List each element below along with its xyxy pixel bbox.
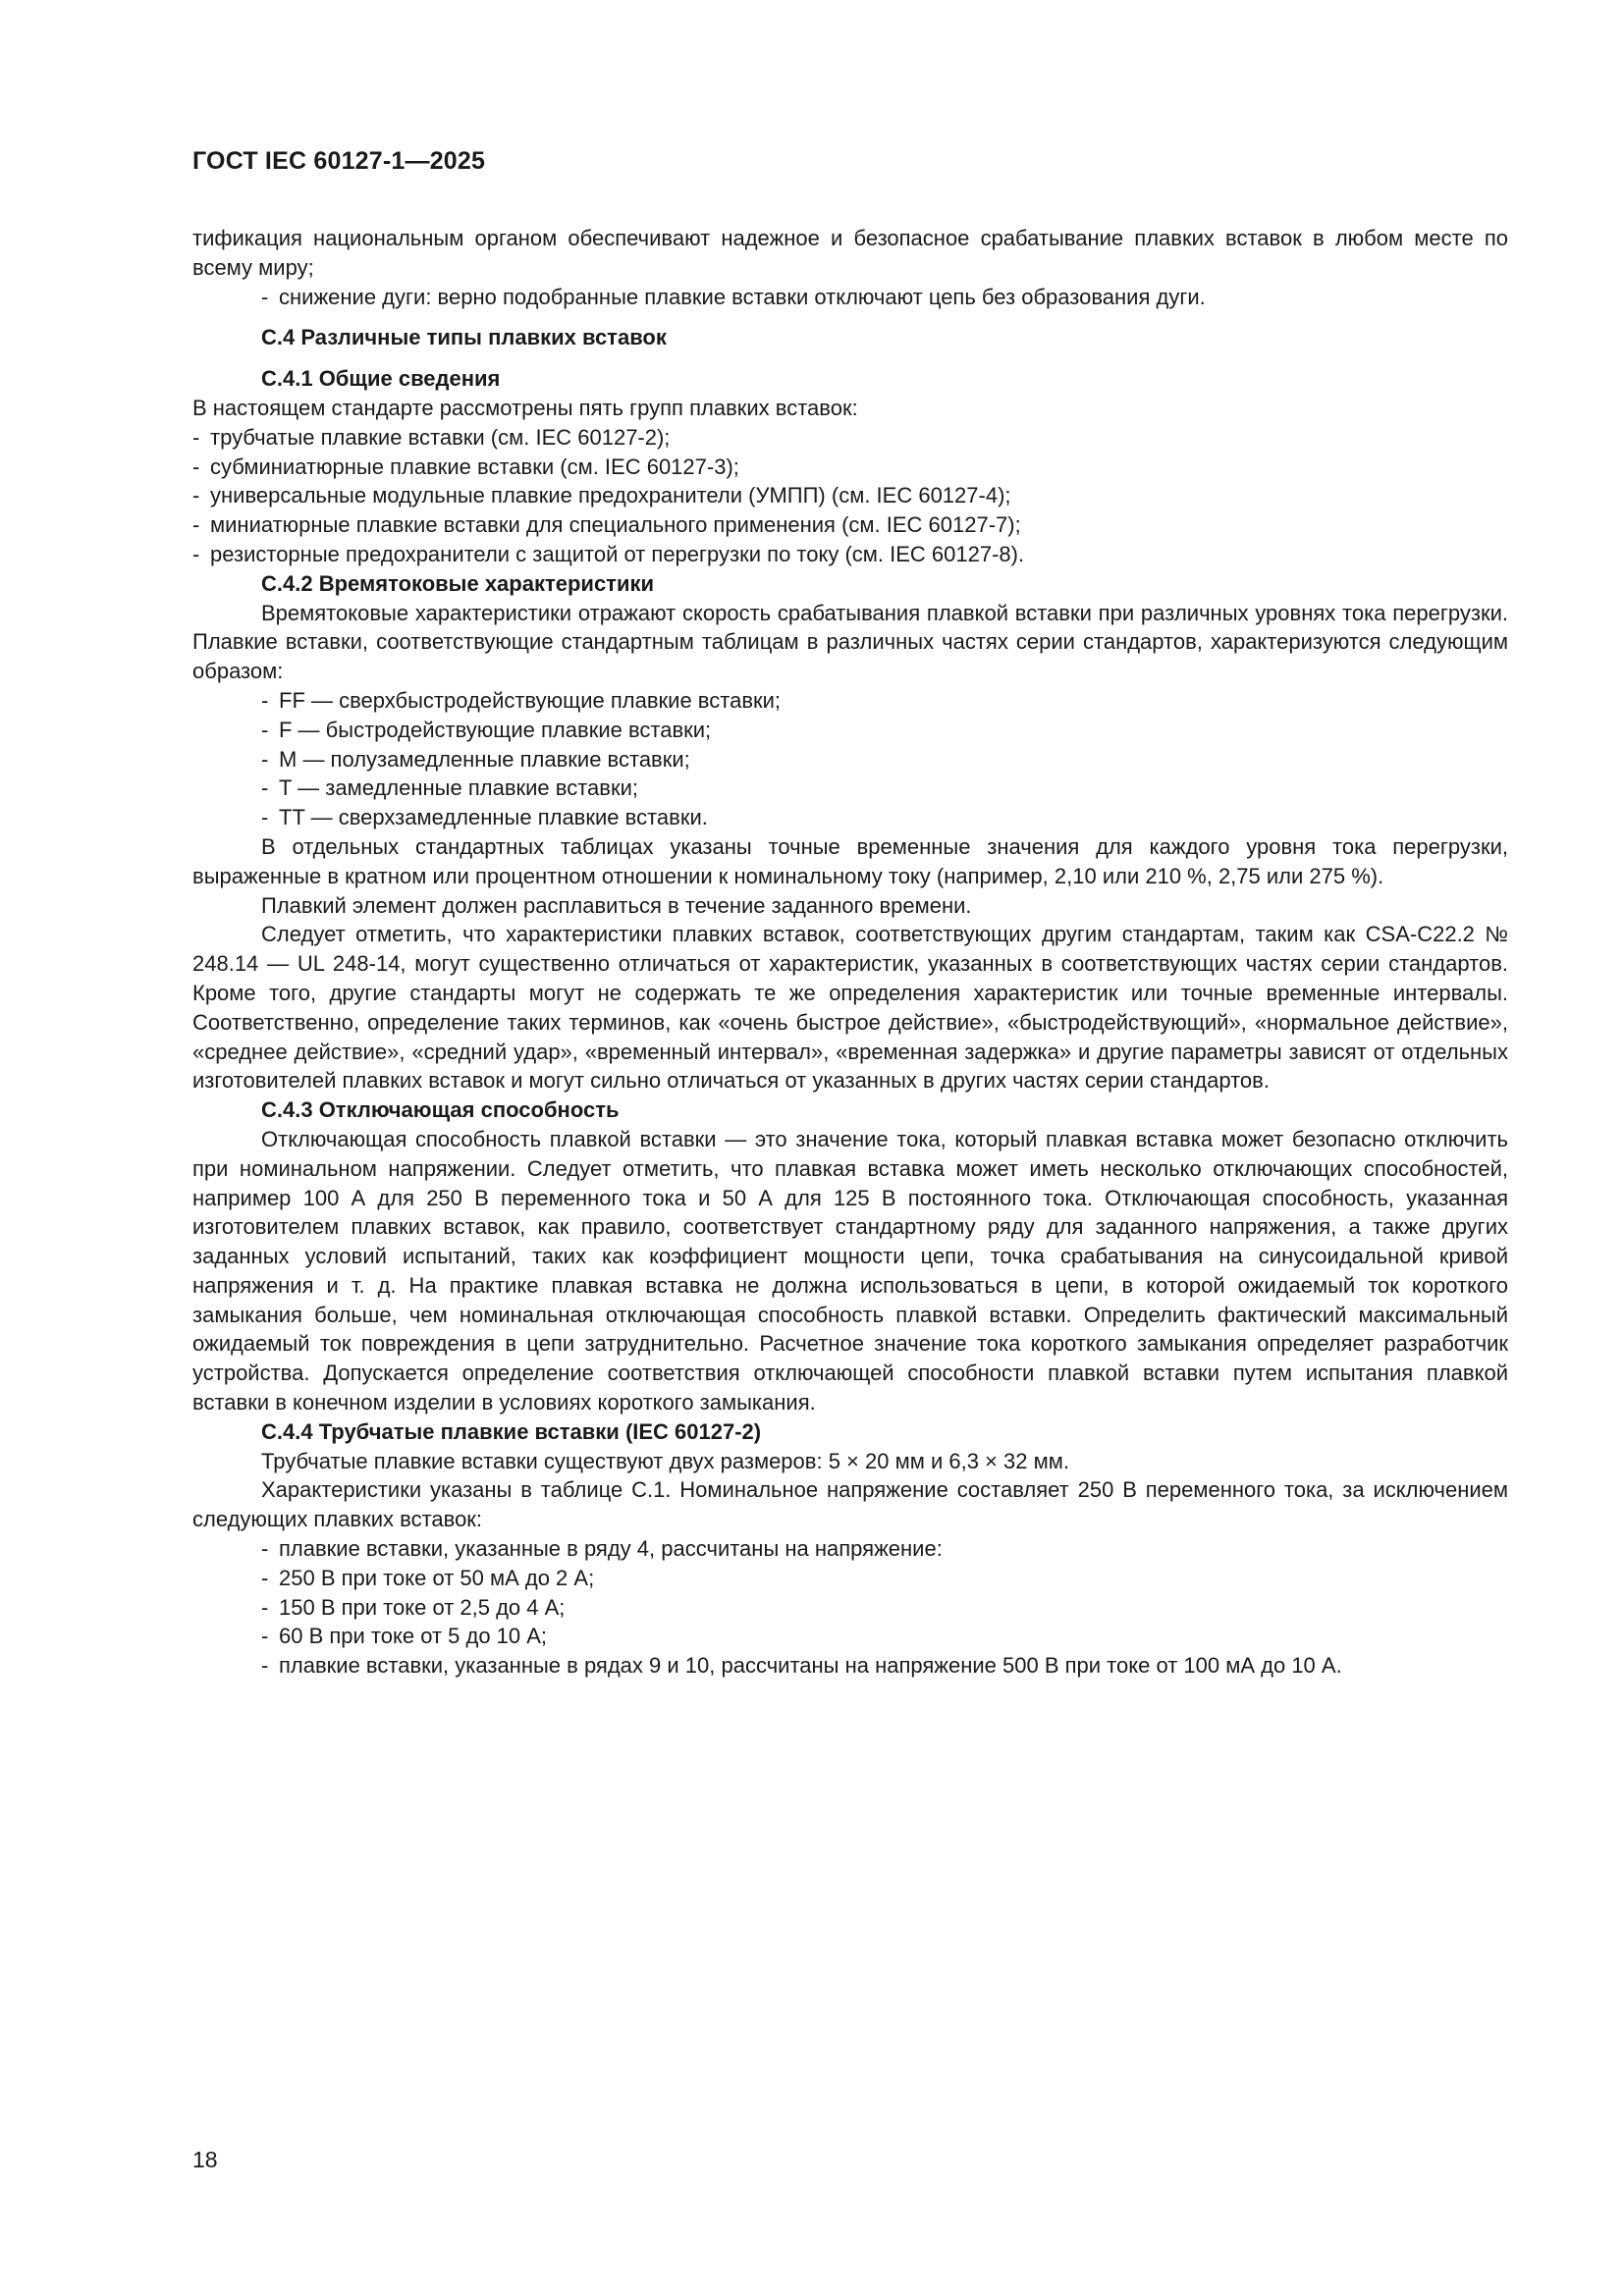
paragraph: Плавкий элемент должен расплавиться в течение заданного времени.: [261, 892, 972, 918]
list-item: - FF — сверхбыстродействующие плавкие вставки;: [192, 686, 1508, 716]
list-item: - плавкие вставки, указанные в рядах 9 и 10, рассчитаны на напряжение 500 В при токе от 100 мА до 10 А.: [192, 1651, 1508, 1681]
section-heading-c44: С.4.4 Трубчатые плавкие вставки (IEC 60127-2): [261, 1418, 762, 1444]
document-body: [192, 224, 1508, 1681]
list-characteristics: [192, 686, 1508, 832]
document-header: ГОСТ IEC 60127-1—2025: [192, 147, 486, 175]
list-item: - TT — сверхзамедленные плавкие вставки.: [192, 803, 1508, 832]
page-number: 18: [192, 2147, 218, 2172]
list-item: - плавкие вставки, указанные в ряду 4, рассчитаны на напряжение:: [192, 1534, 1508, 1564]
list-item: - T — замедленные плавкие вставки;: [192, 774, 1508, 803]
list-item: - трубчатые плавкие вставки (см. IEC 60127-2);: [192, 423, 1508, 453]
paragraph: Времятоковые характеристики отражают скорость срабатывания плавкой вставки при различных уровнях тока перегрузки. Плавкие вставки, соответствующие стандартным таблицам в различных частях серии стандартов, характеризуются следующим образом:: [192, 600, 1508, 684]
paragraph-continuation: тификация национальным органом обеспечивают надежное и безопасное срабатывание плавких вставок в любом месте по всему миру;: [192, 226, 1508, 280]
list-item: - M — полузамедленные плавкие вставки;: [192, 745, 1508, 774]
list-item: - миниатюрные плавкие вставки для специального применения (см. IEC 60127-7);: [192, 510, 1508, 540]
section-heading-c4: С.4 Различные типы плавких вставок: [261, 325, 667, 350]
list-item: - универсальные модульные плавкие предохранители (УМПП) (см. IEC 60127-4);: [192, 481, 1508, 510]
list-item: - 60 В при токе от 5 до 10 А;: [192, 1622, 1508, 1651]
paragraph: Отключающая способность плавкой вставки — это значение тока, который плавкая вставка может безопасно отключить при номинальном напряжении. Следует отметить, что плавкая вставка может иметь несколько отключающих способностей, например 100 А для 250 В переменного тока и 50 А для 125 В постоянного тока. Отключающая способность, указанная изготовителем плавких вставок, как правило, соответствует стандартному ряду для заданного напряжения, а также других заданных условий испытаний, таких как коэффициент мощности цепи, точка срабатывания на синусоидальной кривой напряжения и т. д. На практике плавкая вставка не должна использоваться в цепи, в которой ожидаемый ток короткого замыкания больше, чем номинальная отключающая способность плавкой вставки. Определить фактический максимальный ожидаемый ток повреждения в цепи затруднительно. Расчетное значение тока короткого замыкания определяет разработчик устройства. Допускается определение соответствия отключающей способности плавкой вставки путем испытания плавкой вставки в конечном изделии в условиях короткого замыкания.: [192, 1126, 1508, 1415]
list-item: - F — быстродействующие плавкие вставки;: [192, 716, 1508, 745]
paragraph: В настоящем стандарте рассмотрены пять групп плавких вставок:: [192, 395, 858, 420]
list-item: - 250 В при токе от 50 мА до 2 А;: [192, 1564, 1508, 1593]
list-fuse-groups: [192, 423, 1508, 569]
paragraph: Следует отметить, что характеристики плавких вставок, соответствующих другим стандартам, таким как CSA-C22.2 № 248.14 — UL 248-14, могут существенно отличаться от характеристик, указанных в соответствующих частях серии стандартов. Кроме того, другие стандарты могут не содержать те же определения характеристик или точные временные интервалы. Соответственно, определение таких терминов, как «очень быстрое действие», «быстродействующий», «нормальное действие», «среднее действие», «средний удар», «временный интервал», «временная задержка» и другие параметры зависят от отдельных изготовителей плавких вставок и могут сильно отличаться от указанных в других частях серии стандартов.: [192, 922, 1508, 1094]
section-heading-c41: С.4.1 Общие сведения: [261, 366, 501, 392]
section-heading-c42: С.4.2 Времятоковые характеристики: [261, 570, 655, 596]
list-item: - резисторные предохранители с защитой от перегрузки по току (см. IEC 60127-8).: [192, 540, 1508, 569]
section-heading-c43: С.4.3 Отключающая способность: [261, 1097, 620, 1123]
list-voltage-exceptions: [192, 1534, 1508, 1681]
paragraph: В отдельных стандартных таблицах указаны точные временные значения для каждого уровня тока перегрузки, выраженные в кратном или процентном отношении к номинальному току (например, 2,10 или 210 %, 2,75 или 275 %).: [192, 833, 1508, 888]
paragraph: Трубчатые плавкие вставки существуют двух размеров: 5 × 20 мм и 6,3 × 32 мм.: [261, 1448, 1069, 1473]
list-item: - 150 В при токе от 2,5 до 4 А;: [192, 1593, 1508, 1623]
list-item: - снижение дуги: верно подобранные плавкие вставки отключают цепь без образования дуги.: [192, 283, 1508, 312]
list-item: - субминиатюрные плавкие вставки (см. IEC 60127-3);: [192, 453, 1508, 482]
paragraph: Характеристики указаны в таблице С.1. Номинальное напряжение составляет 250 В переменного тока, за исключением следующих плавких вставок:: [192, 1477, 1508, 1532]
